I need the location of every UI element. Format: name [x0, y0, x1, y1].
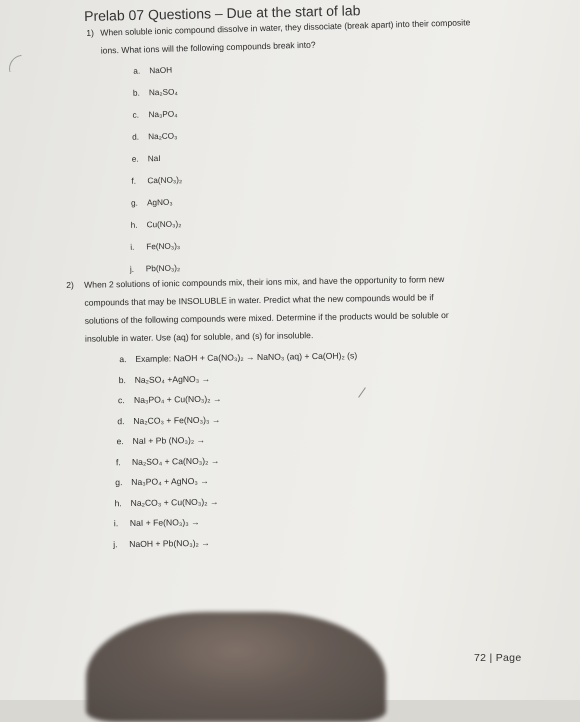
item-letter: d. [117, 415, 125, 426]
item-letter: a. [133, 66, 141, 76]
item-letter: i. [113, 518, 119, 529]
thumb-obstruction [86, 612, 386, 722]
question-1-number: 1) [86, 27, 95, 38]
item-letter: c. [132, 110, 140, 120]
question-2-list [67, 343, 530, 555]
item-letter: d. [132, 132, 140, 142]
question-2-line-3: solutions of the following compounds were mixed. Determine if the products would be soluble or [84, 309, 449, 326]
item-letter: a. [119, 354, 127, 365]
item-letter: b. [118, 374, 126, 385]
item-formula: Fe(NO₃)₃ [146, 241, 181, 252]
item-formula: AgNO₃ [146, 197, 173, 208]
item-text: Example: NaOH + Ca(NO₃)₂ → NaNO₃ (aq) + Ca(OH)₂ (s) [135, 350, 358, 364]
item-formula: Na₃PO₄ [148, 109, 178, 120]
item-letter: i. [130, 242, 135, 252]
question-2 [66, 269, 530, 555]
question-2-number: 2) [66, 279, 74, 290]
item-text: NaOH + Pb(NO₃)₂ → [129, 537, 210, 549]
item-text: Na₂CO₃ + Cu(NO₃)₂ → [130, 496, 219, 508]
item-letter: j. [113, 538, 118, 549]
item-formula: NaI [147, 153, 161, 164]
question-2-stem [66, 269, 527, 348]
item-formula: Cu(NO₃)₂ [146, 219, 182, 230]
item-formula: Na₂CO₃ [148, 131, 178, 142]
page-number-footer: 72 | Page [474, 652, 522, 664]
item-text: Na₃PO₄ + AgNO₃ → [131, 475, 209, 487]
page-title: Prelab 07 Questions – Due at the start of lab [84, 2, 361, 24]
item-letter: b. [132, 88, 140, 98]
item-text: Na₂SO₄ + Ca(NO₃)₂ → [131, 455, 220, 467]
item-letter: g. [115, 477, 123, 488]
item-formula: Ca(NO₃)₂ [147, 175, 183, 186]
item-letter: h. [114, 497, 122, 508]
item-letter: f. [115, 456, 121, 467]
question-2-line-2: compounds that may be INSOLUBLE in water. Predict what the new compounds would be if [84, 292, 434, 308]
item-letter: j. [129, 264, 135, 274]
question-2-line-1: When 2 solutions of ionic compounds mix, their ions mix, and have the opportunity to form new [84, 274, 445, 290]
question-1-list [87, 50, 533, 282]
item-formula: Pb(NO₃)₂ [145, 263, 181, 274]
question-1-line-1: When soluble ionic compound dissolve in water, they dissociate (break apart) into their composite [100, 17, 471, 38]
punch-hole-mark [7, 55, 24, 72]
item-text: Na₃PO₄ + Cu(NO₃)₂ → [133, 393, 222, 405]
question-2-line-4: insoluble in water. Use (aq) for soluble, and (s) for insoluble. [84, 330, 314, 344]
item-formula: Na₂SO₄ [148, 87, 178, 98]
item-text: Na₂CO₃ + Fe(NO₃)₃ → [133, 414, 221, 426]
item-letter: e. [131, 154, 139, 164]
item-text: Na₂SO₄ +AgNO₃ → [134, 373, 211, 385]
item-letter: g. [130, 198, 138, 208]
item-letter: h. [130, 220, 138, 230]
item-letter: c. [117, 395, 125, 406]
item-letter: f. [131, 176, 137, 186]
question-1-line-2: ions. What ions will the following compounds break into? [100, 39, 316, 56]
item-formula: NaOH [149, 65, 173, 76]
item-letter: e. [116, 436, 124, 447]
question-1 [86, 12, 533, 282]
item-text: NaI + Fe(NO₃)₃ → [129, 516, 200, 529]
item-text: NaI + Pb (NO₃)₂ → [132, 434, 206, 446]
